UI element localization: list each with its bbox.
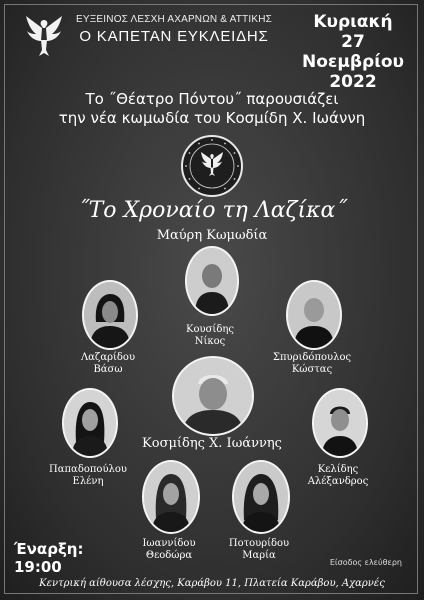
seal-emblem-icon — [180, 134, 244, 198]
cast-photo-lazaridou — [82, 280, 138, 350]
venue-address: Κεντρική αίθουσα λέσχης, Καράβου 11, Πλατεία Καράβου, Αχαρνές — [39, 578, 385, 589]
event-date — [294, 12, 412, 92]
event-day-month: 27 Νοεμβρίου — [302, 32, 404, 72]
cast-name-kosmidis: Κοσμίδης Χ. Ιωάννης — [142, 436, 282, 451]
cast-photo-kelidis — [312, 388, 368, 458]
cast-name-spyridopoulos: Σπυριδόπουλος Κώστας — [272, 352, 352, 375]
cast-name-ioannidou: Ιωαννίδου Θεοδώρα — [142, 538, 196, 561]
cast-photo-spyridopoulos — [286, 280, 342, 350]
cast-photo-kousidis — [185, 246, 239, 316]
intro-text — [0, 90, 424, 128]
cast-name-kousidis: Κουσίδης Νίκος — [186, 324, 234, 347]
intro-line2: την νέα κωμωδία του Κοσμίδη Χ. Ιωάννη — [58, 109, 366, 127]
cast-photo-ioannidou — [142, 460, 200, 534]
free-entry-note: Είσοδος ελεύθερη — [329, 558, 402, 567]
cast-name-papadopoulou: Παπαδοπούλου Ελένη — [49, 464, 127, 487]
start-label: Έναρξη: — [14, 540, 84, 558]
play-title: ˝Το Χροναίο τη Λαζίκα˝ — [77, 198, 347, 223]
start-time-value: 19:00 — [14, 558, 62, 576]
intro-line1: Το ˝Θέατρο Πόντου˝ παρουσιάζει — [85, 90, 339, 108]
start-time — [14, 540, 84, 576]
cast-photo-potouridou — [232, 460, 290, 534]
eagle-logo-icon — [22, 10, 66, 60]
cast-photo-kosmidis — [172, 356, 254, 436]
cast-photo-papadopoulou — [62, 388, 118, 458]
cast-name-lazaridou: Λαζαρίδου Βάσω — [80, 352, 136, 375]
cast-name-kelidis: Κελίδης Αλέξανδρος — [307, 464, 369, 487]
cast-name-potouridou: Ποτουρίδου Μαρία — [228, 538, 290, 561]
event-year: 2022 — [329, 72, 377, 92]
play-genre: Μαύρη Κωμωδία — [156, 228, 268, 243]
club-name-line1: ΕΥΞΕΙΝΟΣ ΛΕΣΧΗ ΑΧΑΡΝΩΝ & ΑΤΤΙΚΗΣ — [75, 14, 272, 25]
event-day: Κυριακή — [313, 12, 393, 32]
club-name-line2: Ο ΚΑΠΕΤΑΝ ΕΥΚΛΕΙΔΗΣ — [79, 28, 269, 45]
